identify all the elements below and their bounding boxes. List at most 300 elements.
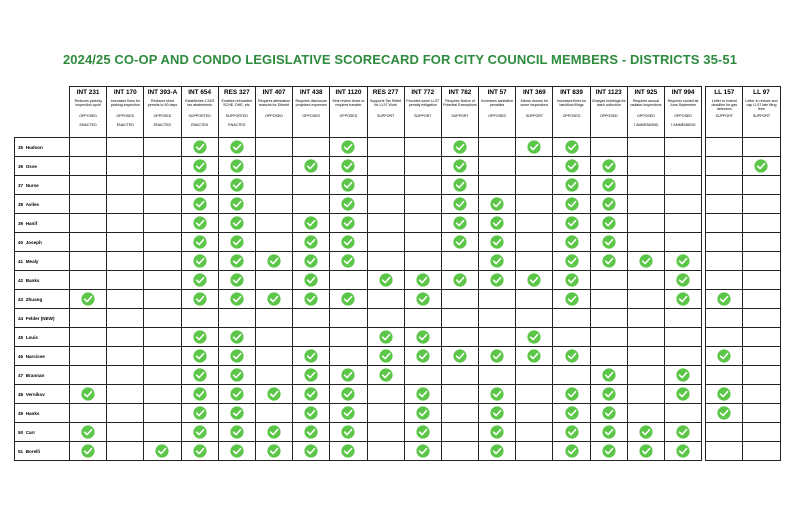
member-name (15, 385, 70, 404)
bill-code: LL 157 (714, 89, 735, 96)
member-name (15, 271, 70, 290)
vote-cell (144, 157, 181, 176)
check-circle-icon (676, 368, 690, 382)
bill-status: 7 AMMENDING (670, 123, 696, 127)
vote-cell (330, 157, 367, 176)
bill-header-cell (255, 87, 292, 138)
district-number: 47 (18, 372, 24, 378)
vote-cell (367, 138, 404, 157)
vote-cell (743, 176, 780, 195)
vote-cell (181, 366, 218, 385)
member-label: Borelli (25, 448, 40, 454)
check-circle-icon (416, 292, 430, 306)
district-number: 42 (18, 277, 24, 283)
vote-cell (743, 138, 780, 157)
check-circle-icon (267, 444, 281, 458)
vote-cell (367, 309, 404, 328)
check-circle-icon (304, 444, 318, 458)
vote-cell (516, 328, 553, 347)
member-name (15, 233, 70, 252)
vote-cell (181, 404, 218, 423)
check-circle-icon (193, 406, 207, 420)
vote-cell (743, 290, 780, 309)
bill-position: OPPOSED (599, 114, 618, 118)
vote-cell (107, 157, 144, 176)
vote-cell (367, 366, 404, 385)
vote-cell (181, 385, 218, 404)
vote-cell (367, 290, 404, 309)
member-row (15, 347, 781, 366)
vote-cell (255, 442, 292, 461)
vote-cell (516, 290, 553, 309)
vote-cell (627, 290, 664, 309)
bill-code: INT 925 (634, 89, 658, 96)
bill-position: SUPPORT (451, 114, 469, 118)
vote-cell (330, 214, 367, 233)
check-circle-icon (676, 444, 690, 458)
member-name (15, 423, 70, 442)
vote-cell (144, 328, 181, 347)
check-circle-icon (527, 330, 541, 344)
vote-cell (479, 233, 516, 252)
vote-cell (627, 157, 664, 176)
vote-cell (553, 252, 590, 271)
vote-cell (404, 423, 441, 442)
vote-cell (218, 195, 255, 214)
vote-cell (665, 271, 702, 290)
vote-cell (70, 195, 107, 214)
vote-cell (218, 347, 255, 366)
vote-cell (293, 176, 330, 195)
check-circle-icon (490, 387, 504, 401)
vote-cell (330, 195, 367, 214)
check-circle-icon (602, 425, 616, 439)
vote-cell (516, 252, 553, 271)
vote-cell (367, 157, 404, 176)
member-label: Nurse (25, 182, 39, 188)
check-circle-icon (565, 235, 579, 249)
check-circle-icon (565, 387, 579, 401)
vote-cell (665, 309, 702, 328)
check-circle-icon (230, 216, 244, 230)
vote-cell (553, 233, 590, 252)
member-name (15, 176, 70, 195)
vote-cell (181, 252, 218, 271)
district-number: 39 (18, 220, 24, 226)
vote-cell (665, 290, 702, 309)
vote-cell (70, 157, 107, 176)
vote-cell (706, 347, 743, 366)
check-circle-icon (230, 387, 244, 401)
district-number: 49 (18, 410, 24, 416)
bill-header-cell (330, 87, 367, 138)
check-circle-icon (304, 406, 318, 420)
vote-cell (479, 271, 516, 290)
vote-cell (181, 195, 218, 214)
vote-cell (107, 404, 144, 423)
vote-cell (107, 385, 144, 404)
check-circle-icon (341, 216, 355, 230)
bill-description: Requires disclosure projected expenses (295, 99, 327, 108)
vote-cell (627, 309, 664, 328)
check-circle-icon (341, 387, 355, 401)
district-number: 44 (18, 315, 24, 321)
vote-cell (107, 176, 144, 195)
vote-cell (144, 423, 181, 442)
member-name (15, 214, 70, 233)
check-circle-icon (230, 235, 244, 249)
vote-cell (441, 309, 478, 328)
vote-cell (404, 309, 441, 328)
vote-cell (553, 366, 590, 385)
bill-header-cell (516, 87, 553, 138)
vote-cell (144, 366, 181, 385)
vote-cell (627, 176, 664, 195)
bill-header-cell (441, 87, 478, 138)
member-row (15, 404, 781, 423)
vote-cell (516, 404, 553, 423)
check-circle-icon (453, 235, 467, 249)
vote-cell (218, 385, 255, 404)
vote-cell (590, 385, 627, 404)
bill-code: INT 170 (113, 89, 137, 96)
vote-cell (706, 385, 743, 404)
vote-cell (627, 442, 664, 461)
vote-cell (293, 214, 330, 233)
check-circle-icon (565, 273, 579, 287)
vote-cell (627, 271, 664, 290)
vote-cell (479, 138, 516, 157)
vote-cell (441, 157, 478, 176)
bill-header-cell (218, 87, 255, 138)
check-circle-icon (639, 425, 653, 439)
vote-cell (665, 385, 702, 404)
check-circle-icon (230, 159, 244, 173)
bill-header-cell (553, 87, 590, 138)
check-circle-icon (453, 140, 467, 154)
vote-cell (743, 347, 780, 366)
check-circle-icon (230, 330, 244, 344)
vote-cell (590, 157, 627, 176)
vote-cell (516, 271, 553, 290)
vote-cell (743, 404, 780, 423)
check-circle-icon (230, 349, 244, 363)
vote-cell (404, 442, 441, 461)
vote-cell (590, 366, 627, 385)
vote-cell (330, 309, 367, 328)
bill-code: INT 1123 (595, 89, 622, 96)
vote-cell (144, 252, 181, 271)
check-circle-icon (304, 216, 318, 230)
vote-cell (590, 252, 627, 271)
vote-cell (441, 290, 478, 309)
vote-cell (627, 347, 664, 366)
vote-cell (553, 347, 590, 366)
vote-cell (144, 271, 181, 290)
member-label: Joseph (25, 239, 42, 245)
vote-cell (479, 157, 516, 176)
bill-description: Reduces parking inspection cycle (74, 99, 102, 108)
scorecard-table (14, 86, 781, 461)
check-circle-icon (527, 273, 541, 287)
member-name (15, 366, 70, 385)
vote-cell (553, 214, 590, 233)
vote-cell (293, 233, 330, 252)
check-circle-icon (527, 140, 541, 154)
vote-cell (627, 385, 664, 404)
vote-cell (330, 366, 367, 385)
check-circle-icon (639, 444, 653, 458)
vote-cell (255, 385, 292, 404)
vote-cell (330, 404, 367, 423)
vote-cell (255, 328, 292, 347)
member-name (15, 195, 70, 214)
vote-cell (255, 366, 292, 385)
member-label: Aviles (25, 201, 40, 207)
check-circle-icon (602, 254, 616, 268)
bill-header-cell (107, 87, 144, 138)
bill-header-cell (590, 87, 627, 138)
member-name (15, 442, 70, 461)
check-circle-icon (565, 406, 579, 420)
district-number: 36 (18, 163, 24, 169)
vote-cell (255, 309, 292, 328)
bill-code: INT 231 (76, 89, 100, 96)
vote-cell (553, 176, 590, 195)
vote-cell (181, 176, 218, 195)
check-circle-icon (341, 425, 355, 439)
member-label: Hanks (25, 410, 40, 416)
check-circle-icon (717, 387, 731, 401)
vote-cell (553, 195, 590, 214)
member-row (15, 366, 781, 385)
vote-cell (70, 290, 107, 309)
check-circle-icon (490, 444, 504, 458)
bill-description: Allows drones for some inspections (520, 99, 549, 108)
vote-cell (107, 366, 144, 385)
vote-cell (404, 233, 441, 252)
vote-cell (706, 423, 743, 442)
vote-cell (479, 404, 516, 423)
check-circle-icon (490, 349, 504, 363)
vote-cell (479, 290, 516, 309)
vote-cell (293, 195, 330, 214)
check-circle-icon (193, 349, 207, 363)
check-circle-icon (304, 425, 318, 439)
vote-cell (743, 328, 780, 347)
vote-cell (590, 195, 627, 214)
check-circle-icon (304, 159, 318, 173)
vote-cell (181, 271, 218, 290)
check-circle-icon (602, 159, 616, 173)
vote-cell (479, 328, 516, 347)
vote-cell (665, 347, 702, 366)
vote-cell (441, 366, 478, 385)
vote-cell (743, 309, 780, 328)
bill-header-cell (293, 87, 330, 138)
member-row (15, 252, 781, 271)
check-circle-icon (341, 406, 355, 420)
check-circle-icon (416, 444, 430, 458)
bill-header-cell (479, 87, 516, 138)
vote-cell (330, 385, 367, 404)
vote-cell (70, 328, 107, 347)
bill-position: OPPOSED (339, 114, 358, 118)
vote-cell (627, 423, 664, 442)
member-row (15, 309, 781, 328)
check-circle-icon (193, 444, 207, 458)
vote-cell (181, 442, 218, 461)
bill-header-row (15, 87, 781, 138)
check-circle-icon (676, 425, 690, 439)
check-circle-icon (453, 197, 467, 211)
vote-cell (441, 252, 478, 271)
member-row (15, 271, 781, 290)
member-name (15, 157, 70, 176)
vote-cell (218, 138, 255, 157)
check-circle-icon (416, 349, 430, 363)
bill-code: INT 994 (671, 89, 695, 96)
bill-code: INT 782 (448, 89, 472, 96)
vote-cell (255, 252, 292, 271)
check-circle-icon (416, 387, 430, 401)
vote-cell (218, 366, 255, 385)
vote-cell (743, 195, 780, 214)
check-circle-icon (193, 425, 207, 439)
vote-cell (404, 404, 441, 423)
vote-cell (144, 442, 181, 461)
vote-cell (553, 385, 590, 404)
check-circle-icon (565, 159, 579, 173)
check-circle-icon (193, 330, 207, 344)
check-circle-icon (379, 273, 393, 287)
vote-cell (553, 290, 590, 309)
vote-cell (218, 290, 255, 309)
vote-cell (516, 309, 553, 328)
check-circle-icon (565, 178, 579, 192)
district-number: 37 (18, 182, 24, 188)
vote-cell (218, 233, 255, 252)
vote-cell (404, 385, 441, 404)
bill-code: LL 97 (753, 89, 770, 96)
bill-status: ENACTED (116, 123, 134, 127)
vote-cell (218, 309, 255, 328)
vote-cell (516, 347, 553, 366)
bill-description: Letter to reduce and cap LL97 late filing fees (745, 99, 778, 112)
member-row (15, 176, 781, 195)
bill-description: Supports Tax Relief for LL97 Work (370, 99, 402, 108)
bill-status: ENACTED (153, 123, 172, 127)
bill-description: Increases sanitation penalties (481, 99, 514, 108)
vote-cell (367, 176, 404, 195)
check-circle-icon (304, 292, 318, 306)
bill-position: SUPPORT (525, 114, 543, 118)
check-circle-icon (602, 235, 616, 249)
vote-cell (404, 138, 441, 157)
check-circle-icon (230, 254, 244, 268)
vote-cell (255, 271, 292, 290)
district-number: 41 (18, 258, 24, 264)
district-number: 48 (18, 391, 24, 397)
member-name (15, 138, 70, 157)
vote-cell (293, 290, 330, 309)
vote-cell (367, 423, 404, 442)
vote-cell (144, 385, 181, 404)
district-number: 50 (18, 429, 24, 435)
vote-cell (107, 233, 144, 252)
check-circle-icon (193, 178, 207, 192)
check-circle-icon (379, 330, 393, 344)
bill-description: Requires cooled air June-September (667, 99, 699, 108)
check-circle-icon (717, 349, 731, 363)
check-circle-icon (193, 197, 207, 211)
vote-cell (330, 290, 367, 309)
vote-cell (404, 290, 441, 309)
bill-status: ENACTED (228, 123, 246, 127)
vote-cell (181, 157, 218, 176)
bill-position: SUPPORT (715, 114, 733, 118)
vote-cell (516, 176, 553, 195)
vote-cell (181, 290, 218, 309)
vote-cell (70, 442, 107, 461)
vote-cell (107, 195, 144, 214)
vote-cell (404, 195, 441, 214)
check-circle-icon (490, 235, 504, 249)
vote-cell (553, 157, 590, 176)
vote-cell (665, 442, 702, 461)
bill-position: OPPOSED (265, 114, 283, 118)
vote-cell (516, 195, 553, 214)
check-circle-icon (379, 368, 393, 382)
member-row (15, 233, 781, 252)
check-circle-icon (341, 235, 355, 249)
vote-cell (516, 157, 553, 176)
check-circle-icon (341, 178, 355, 192)
check-circle-icon (230, 178, 244, 192)
check-circle-icon (230, 444, 244, 458)
vote-cell (70, 233, 107, 252)
check-circle-icon (565, 216, 579, 230)
vote-cell (404, 157, 441, 176)
vote-cell (293, 252, 330, 271)
bill-header-cell (70, 87, 107, 138)
vote-cell (367, 214, 404, 233)
vote-cell (706, 366, 743, 385)
check-circle-icon (676, 273, 690, 287)
check-circle-icon (490, 254, 504, 268)
check-circle-icon (267, 292, 281, 306)
check-circle-icon (416, 330, 430, 344)
vote-cell (107, 328, 144, 347)
vote-cell (743, 252, 780, 271)
member-row (15, 423, 781, 442)
vote-cell (255, 347, 292, 366)
bill-header-cell (743, 87, 780, 138)
vote-cell (441, 404, 478, 423)
vote-cell (367, 347, 404, 366)
vote-cell (627, 195, 664, 214)
bill-description: Provides some LL97 penalty mitigation (406, 99, 440, 108)
vote-cell (144, 138, 181, 157)
vote-cell (553, 271, 590, 290)
vote-cell (293, 442, 330, 461)
vote-cell (743, 423, 780, 442)
member-row (15, 195, 781, 214)
check-circle-icon (193, 387, 207, 401)
check-circle-icon (341, 444, 355, 458)
member-name (15, 404, 70, 423)
vote-cell (144, 290, 181, 309)
